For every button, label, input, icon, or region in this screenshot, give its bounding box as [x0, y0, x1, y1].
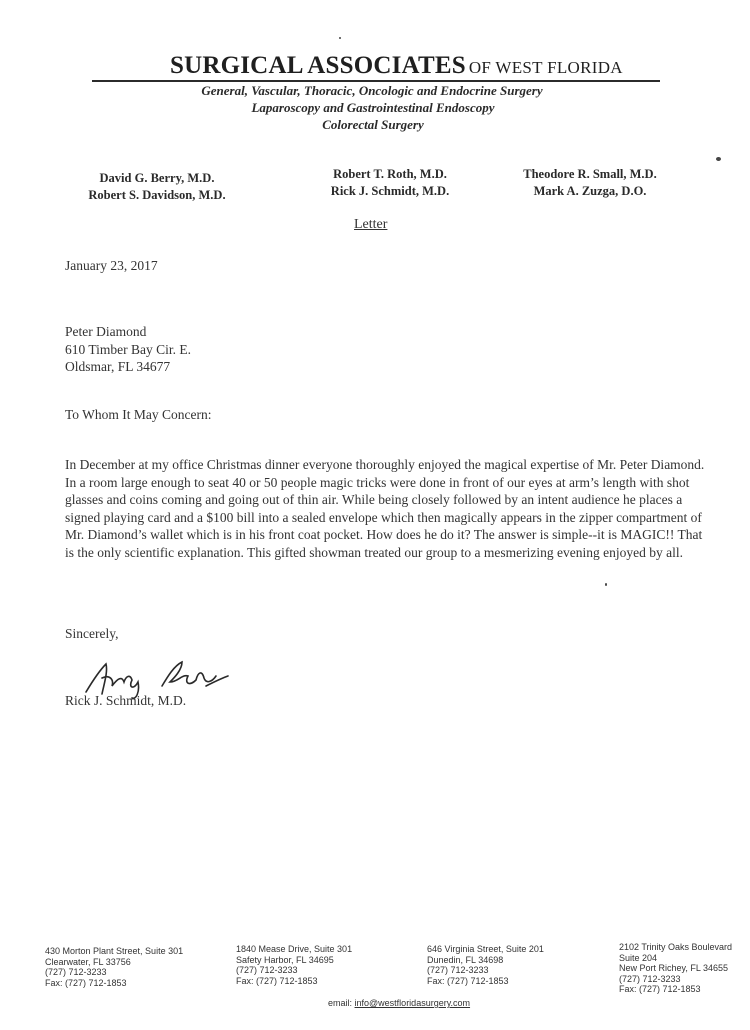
office-street: 430 Morton Plant Street, Suite 301	[45, 946, 184, 956]
practice-name-main: SURGICAL ASSOCIATES	[170, 52, 466, 79]
document-type: Letter	[354, 217, 388, 232]
recipient-city: Oldsmar, FL 34677	[65, 359, 171, 374]
office-city: Clearwater, FL 33756	[45, 956, 131, 967]
recipient-address	[65, 323, 191, 376]
office-fax: Fax: (727) 712-1853	[45, 977, 127, 988]
physicians-column-3	[505, 166, 675, 200]
office-city: Safety Harbor, FL 34695	[236, 954, 334, 965]
office-address-2	[236, 944, 352, 986]
scan-speck	[605, 583, 607, 586]
salutation: To Whom It May Concern:	[65, 407, 212, 422]
office-address-3	[427, 944, 544, 986]
specialty-line-2: Laparoscopy and Gastrointestinal Endoscopy	[251, 100, 495, 115]
letter-date: January 23, 2017	[65, 258, 158, 273]
physician-name: Robert T. Roth, M.D.	[333, 167, 447, 181]
office-street: 1840 Mease Drive, Suite 301	[236, 944, 353, 954]
letterhead-rule	[92, 80, 660, 82]
office-city: New Port Richey, FL 34655	[619, 963, 729, 973]
specialty-line-1: General, Vascular, Thoracic, Oncologic and Endocrine Surgery	[201, 83, 543, 98]
office-fax: Fax: (727) 712-1853	[427, 975, 509, 986]
physician-name: Theodore R. Small, M.D.	[523, 167, 657, 181]
practice-name-suffix: OF WEST FLORIDA	[468, 58, 623, 77]
office-address-4	[619, 942, 732, 995]
physician-name: Rick J. Schmidt, M.D.	[330, 184, 450, 198]
office-phone: (727) 712-3233	[236, 965, 298, 975]
physicians-column-1	[72, 170, 242, 204]
office-address-1	[45, 946, 183, 988]
signer-name: Rick J. Schmidt, M.D.	[65, 693, 187, 708]
recipient-name: Peter Diamond	[65, 324, 147, 339]
scan-speck	[339, 37, 341, 39]
letter-body	[65, 456, 705, 561]
scan-speck	[716, 157, 721, 161]
physicians-column-2	[310, 166, 470, 200]
email-link[interactable]: info@westfloridasurgery.com	[354, 998, 471, 1008]
office-phone: (727) 712-3233	[619, 973, 681, 984]
physician-name: David G. Berry, M.D.	[99, 171, 215, 185]
physician-name: Robert S. Davidson, M.D.	[88, 188, 226, 202]
office-phone: (727) 712-3233	[45, 967, 107, 977]
physician-name: Mark A. Zuzga, D.O.	[533, 184, 647, 198]
office-street: 2102 Trinity Oaks Boulevard	[619, 942, 733, 952]
body-paragraph: In December at my office Christmas dinner everyone thoroughly enjoyed the magical expertise of Mr. Peter Diamond. In a room large enough to seat 40 or 50 people magic tricks were done in front of our eyes at arm’s length with shot glasses and coins coming and going out of thin air. While being closely followed by an intent audience he places a signed playing card and a $100 bill into a sealed envelope which then magically appears in the zipper compartment of Mr. Diamond’s wallet which is in his front coat pocket. How does he do it? The answer is simple--it is MAGIC!! That is the only scientific explanation. This gifted showman treated our group to a mesmerizing evening enjoyed by all.	[65, 457, 705, 560]
email-line	[328, 998, 470, 1008]
specialty-line-3: Colorectal Surgery	[322, 117, 424, 132]
closing: Sincerely,	[65, 626, 119, 641]
practice-name	[170, 52, 660, 80]
office-city: Dunedin, FL 34698	[427, 954, 504, 965]
office-street: 646 Virginia Street, Suite 201	[427, 944, 544, 954]
email-label: email:	[328, 998, 353, 1008]
office-fax: Fax: (727) 712-1853	[619, 984, 701, 994]
office-fax: Fax: (727) 712-1853	[236, 975, 318, 986]
recipient-street: 610 Timber Bay Cir. E.	[65, 341, 192, 357]
office-suite: Suite 204	[619, 952, 658, 963]
office-phone: (727) 712-3233	[427, 965, 489, 975]
